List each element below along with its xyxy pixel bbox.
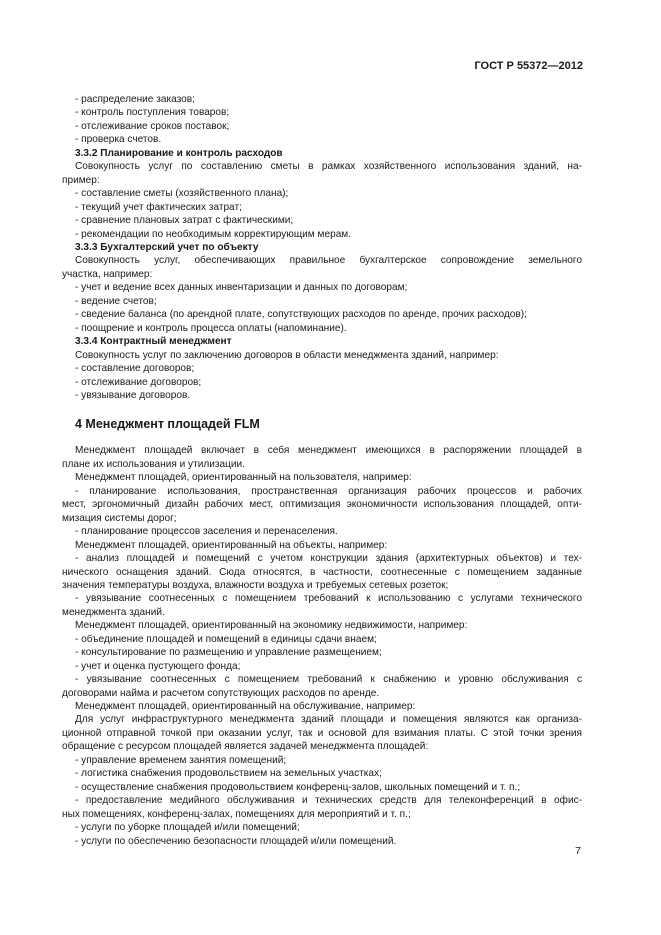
paragraph-line: Менеджмент площадей, ориентированный на обслуживание, например:: [75, 701, 416, 713]
subsection-heading: 3.3.2 Планирование и контроль расходов: [75, 147, 283, 159]
paragraph-line: пример:: [62, 174, 100, 186]
list-item: - объединение площадей и помещений в единицы сдачи внаем;: [75, 633, 377, 645]
list-item: - услуги по обеспечению безопасности площадей и/или помещений.: [75, 835, 397, 847]
list-item: - отслеживание сроков поставок;: [75, 120, 230, 132]
paragraph-line: участка, например:: [62, 268, 153, 280]
paragraph-line: Менеджмент площадей включает в себя менеджмент имеющихся в распоряжении площадей в: [75, 445, 582, 457]
list-item: - увязывание соотнесенных с помещением требований к снабжению и уровню обслуживания с: [75, 674, 582, 686]
list-item: - логистика снабжения продовольствием на земельных участках;: [75, 768, 382, 780]
list-item: - услуги по уборке площадей и/или помещений;: [75, 822, 300, 834]
section-heading: 4 Менеджмент площадей FLM: [75, 417, 260, 432]
paragraph-line: Совокупность услуг, обеспечивающих правильное бухгалтерское сопровождение земельного: [75, 255, 582, 267]
subsection-heading: 3.3.4 Контрактный менеджмент: [75, 336, 232, 348]
paragraph-line: Менеджмент площадей, ориентированный на экономику недвижимости, например:: [75, 620, 468, 632]
list-item: - сведение баланса (по арендной плате, сопутствующих расходов по аренде, прочих расходов);: [75, 309, 527, 321]
document-id: ГОСТ Р 55372—2012: [474, 60, 583, 72]
subsection-heading: 3.3.3 Бухгалтерский учет по объекту: [75, 241, 259, 253]
list-item: договорами найма и расчетом сопутствующих расходов по аренде.: [62, 687, 380, 699]
list-item: - консультирование по размещению и управление размещением;: [75, 647, 382, 659]
paragraph-line: Совокупность услуг по составлению сметы в рамках хозяйственного использования зданий, на-: [75, 161, 582, 173]
list-item: - планирование процессов заселения и перенаселения.: [75, 526, 338, 538]
paragraph-line: плане их использования и утилизации.: [62, 458, 245, 470]
page-number: 7: [575, 845, 581, 857]
list-item: - учет и оценка пустующего фонда;: [75, 660, 241, 672]
list-item: - составление договоров;: [75, 363, 195, 375]
list-item: - составление сметы (хозяйственного плана);: [75, 188, 289, 200]
document-body: [62, 93, 582, 848]
list-item: - поощрение и контроль процесса оплаты (напоминание).: [75, 322, 347, 334]
paragraph-line: Совокупность услуг по заключению договоров в области менеджмента зданий, например:: [75, 349, 499, 361]
paragraph-line: Менеджмент площадей, ориентированный на пользователя, например:: [75, 472, 412, 484]
list-item: - предоставление медийного обслуживания и технических средств для телеконференций в офис-: [75, 795, 582, 807]
list-item: - управление временем занятия помещений;: [75, 754, 287, 766]
paragraph-line: Для услуг инфраструктурного менеджмента зданий площади и помещения являются как организа-: [75, 714, 582, 726]
paragraph-line: Менеджмент площадей, ориентированный на объекты, например:: [75, 539, 388, 551]
list-item: - распределение заказов;: [75, 94, 195, 105]
list-item: - сравнение плановых затрат с фактическими;: [75, 215, 294, 227]
list-item: - учет и ведение всех данных инвентаризации и данных по договорам;: [75, 282, 408, 294]
list-item: - отслеживание договоров;: [75, 376, 202, 388]
list-item: - увязывание договоров.: [75, 389, 191, 401]
paragraph-line: обращение с ресурсом площадей является задачей менеджмента площадей:: [62, 741, 429, 753]
list-item: - увязывание соотнесенных с помещением требований к использованию с услугами технического: [75, 593, 582, 605]
list-item: - планирование использования, пространственная организация рабочих процессов и рабочих: [75, 485, 582, 497]
list-item: ных помещениях, конференц-залах, помещениях для мероприятий и т. п.;: [62, 808, 411, 820]
list-item: мизация системы дорог;: [62, 512, 177, 524]
list-item: - контроль поступления товаров;: [75, 107, 230, 119]
list-item: значения температуры воздуха, влажности воздуха и требуемых сетевых розеток;: [62, 579, 449, 591]
list-item: мест, эргономичный дизайн рабочих мест, оптимизация экономичности использования площадей, опти-: [62, 499, 582, 511]
list-item: - анализ площадей и помещений с учетом конструкции здания (архитектурных объектов) и тех-: [75, 553, 582, 565]
list-item: - рекомендации по необходимым корректирующим мерам.: [75, 228, 352, 240]
paragraph-line: ционной отправной точкой при оказании услуг, так и основой для взимания платы. С этой точки зрения: [62, 727, 582, 739]
list-item: нического оснащения зданий. Сюда относятся, в частности, соотнесенные с помещением заданные: [62, 566, 582, 578]
list-item: менеджмента зданий.: [62, 606, 165, 618]
list-item: - осуществление снабжения продовольствием конференц-залов, школьных помещений и т. п.;: [75, 781, 521, 793]
list-item: - проверка счетов.: [75, 134, 162, 146]
list-item: - текущий учет фактических затрат;: [75, 201, 242, 213]
list-item: - ведение счетов;: [75, 295, 157, 307]
